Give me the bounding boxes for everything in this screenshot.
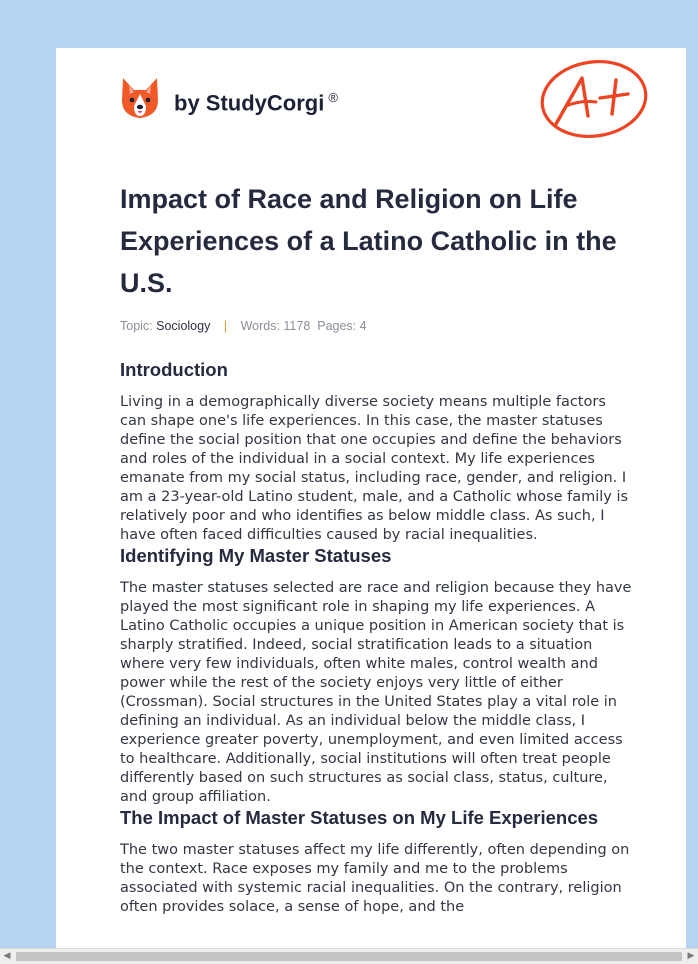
meta-separator: | — [223, 319, 228, 333]
scroll-left-icon[interactable]: ◀ — [3, 951, 11, 961]
section-paragraph: The master statuses selected are race and religion because they have played the most significant role in shaping my life experiences. A Latino Catholic occupies a unique position in American society that is sharply stratified. Indeed, social stratification leads to a situation where very few individuals, often white males, control wealth and power while the rest of the society enjoys very little of either (Crossman). Social structures in the United States play a vital role in defining an individual. As an individual below the middle class, I experience greater poverty, unemployment, and even limited access to healthcare. Additionally, social institutions will often treat people differently based on such structures as social class, status, culture, and group affiliation. — [120, 580, 632, 805]
section-paragraph: The two master statuses affect my life differently, often depending on the context. Race exposes my family and me to the problems associated with systemic racial inequalities. On the contrary, religion often provides solace, a sense of hope, and the — [120, 842, 630, 915]
grade-a-plus-icon — [538, 58, 650, 140]
section-heading: Introduction — [120, 359, 228, 380]
article — [120, 178, 636, 917]
section-heading: The Impact of Master Statuses on My Life Experiences — [120, 807, 599, 828]
document-page — [56, 48, 686, 964]
section-paragraph: Living in a demographically diverse society means multiple factors can shape one's life experiences. In this case, the master statuses define the social position that one occupies and define the behaviors and roles of the individual in a social context. My life experiences emanate from my social status, including race, gender, and religion. I am a 23-year-old Latino student, male, and a Catholic whose family is relatively poor and who identifies as below middle class. As such, I have often faced difficulties caused by racial inequalities. — [120, 394, 629, 543]
page-count: Pages: 4 — [317, 319, 367, 333]
section-heading: Identifying My Master Statuses — [120, 545, 392, 566]
corgi-icon — [120, 76, 160, 120]
scrollbar-thumb[interactable] — [16, 952, 682, 961]
topic-link[interactable]: Sociology — [156, 319, 211, 333]
article-meta — [120, 319, 636, 333]
word-count: Words: 1178 — [240, 319, 311, 333]
horizontal-scrollbar[interactable] — [0, 948, 698, 964]
page-title: Impact of Race and Religion on Life Experiences of a Latino Catholic in the U.S. — [120, 184, 617, 298]
scroll-right-icon[interactable]: ▶ — [687, 951, 695, 961]
studycorgi-logo[interactable] — [120, 76, 338, 120]
brand-name: by StudyCorgi ® — [174, 89, 338, 116]
topic-label: Topic: — [120, 319, 153, 333]
registered-mark: ® — [328, 89, 338, 105]
